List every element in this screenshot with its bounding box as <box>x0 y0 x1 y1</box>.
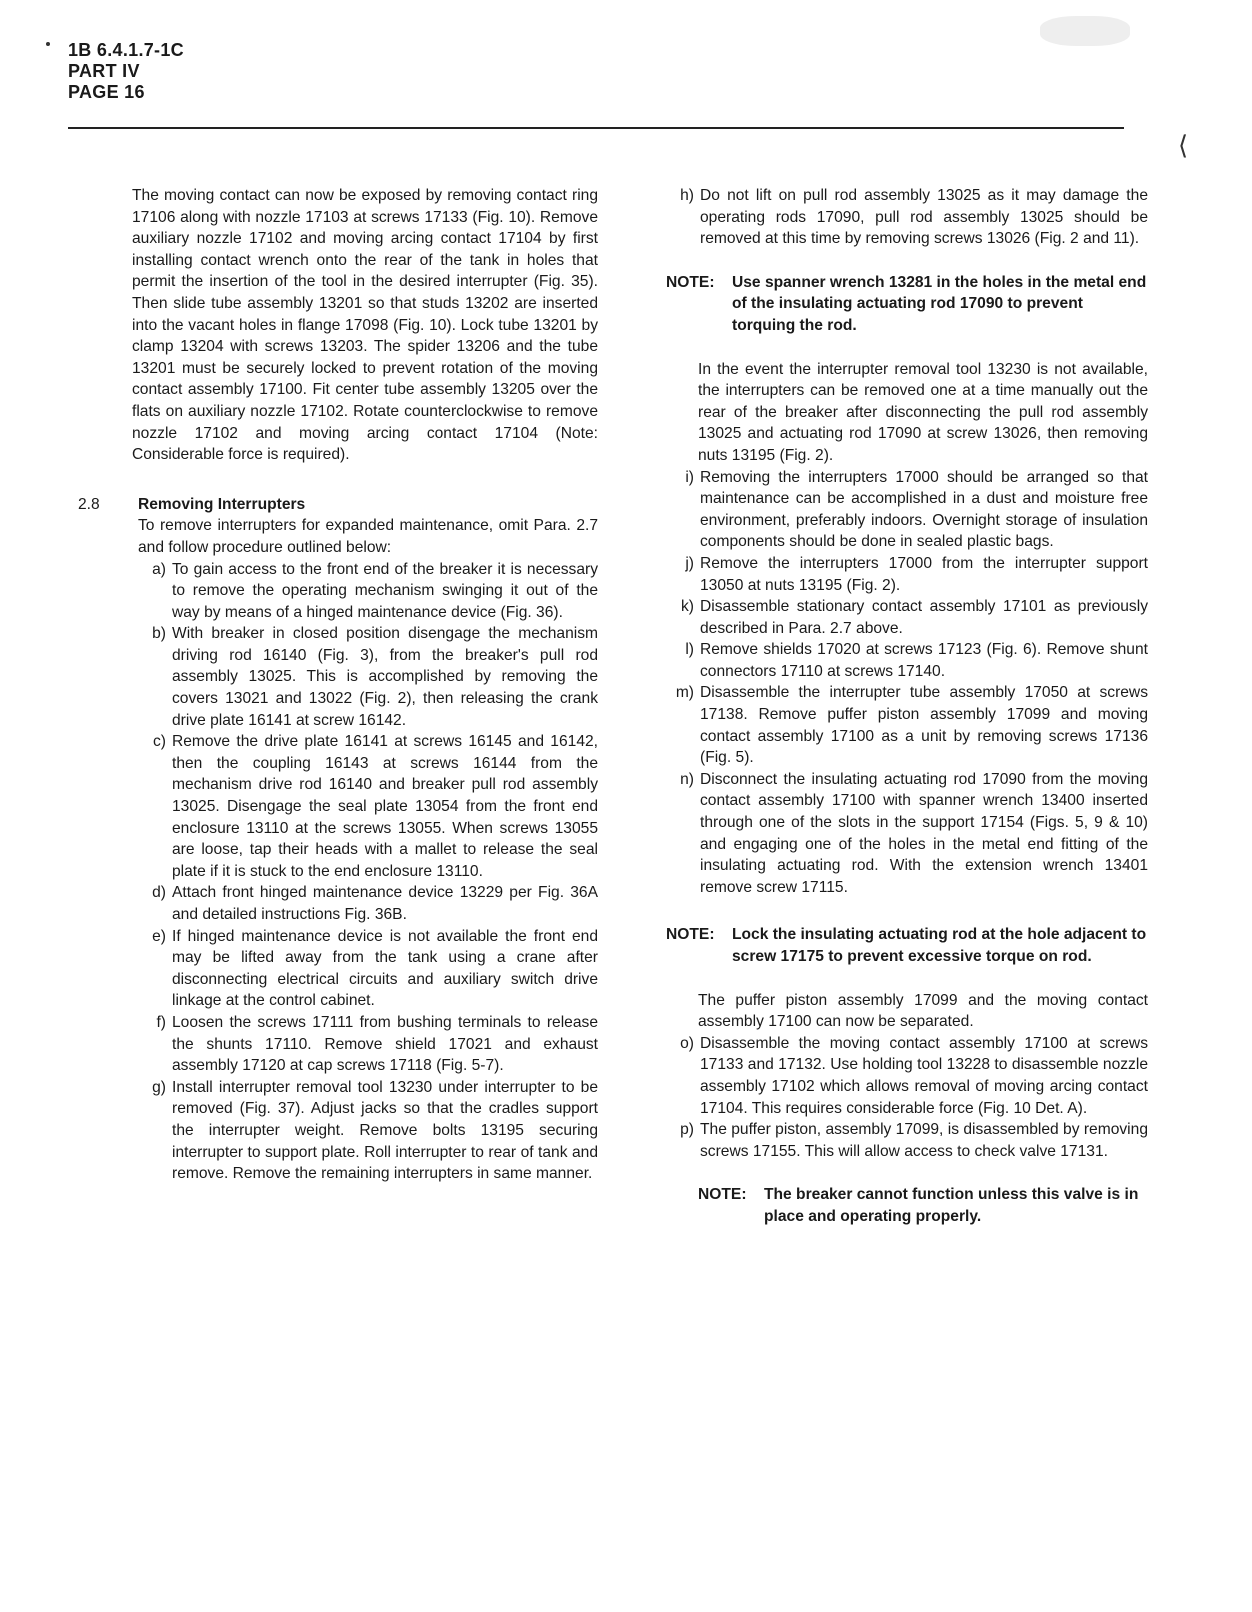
note-text: Use spanner wrench 13281 in the holes in the metal end of the insulating actuating rod 17090 to prevent torquing the rod. <box>732 273 1147 334</box>
list-item <box>666 553 1148 596</box>
list-item <box>666 769 1148 899</box>
item-text: Disassemble stationary contact assembly 17101 as previously described in Para. 2.7 above. <box>700 598 1148 637</box>
separation-paragraph: The puffer piston assembly 17099 and the moving contact assembly 17100 can now be separated. <box>698 991 1148 1031</box>
section-title: Removing Interrupters <box>138 495 306 513</box>
item-label: b) <box>152 625 166 643</box>
item-label: l) <box>685 641 694 659</box>
item-text: Do not lift on pull rod assembly 13025 as it may damage the operating rods 17090, pull rod assembly 13025 should be removed at this time by removing screws 13026 (Fig. 2 and 11). <box>700 187 1148 248</box>
item-text: Remove the drive plate 16141 at screws 16145 and 16142, then the coupling 16143 at screws 16144 from the mechanism drive rod 16140 and breaker pull rod assembly 13025. Disengage the seal plate 13054 from the front end enclosure 13110 at the screws 13055. When screws 13055 are loose, tap their heads with a mallet to release the seal plate if it is stuck to the end enclosure 13110. <box>172 733 598 880</box>
item-label: g) <box>152 1078 166 1096</box>
left-column <box>78 185 598 1185</box>
list-item <box>666 1033 1148 1119</box>
item-text: The puffer piston, assembly 17099, is disassembled by removing screws 17155. This will allow access to check valve 17131. <box>700 1121 1148 1160</box>
item-label: c) <box>153 733 166 751</box>
item-label: i) <box>685 468 694 486</box>
item-label: p) <box>680 1121 694 1139</box>
note-lock-rod <box>666 924 1148 967</box>
item-text: Install interrupter removal tool 13230 under interrupter to be removed (Fig. 37). Adjust jacks so that the cradles support the interrupter weight. Remove bolts 13195 securing interrupter to support plate. Roll interrupter to rear of tank and remove. Remove the remaining interrupters in same manner. <box>172 1078 598 1183</box>
part-label: PART IV <box>68 61 140 81</box>
item-text: Remove the interrupters 17000 from the interrupter support 13050 at nuts 13195 (Fig. 2). <box>700 554 1148 594</box>
list-item <box>138 559 598 624</box>
scan-smudge <box>1040 16 1130 46</box>
item-label: o) <box>680 1034 694 1052</box>
list-item <box>666 467 1148 553</box>
list-item <box>138 926 598 1012</box>
list-item <box>138 1077 598 1185</box>
page-number: PAGE 16 <box>68 82 145 102</box>
list-item <box>138 731 598 882</box>
item-label: k) <box>681 598 694 616</box>
intro-paragraph: The moving contact can now be exposed by removing contact ring 17106 along with nozzle 17103 at screws 17133 (Fig. 10). Remove auxiliary nozzle 17102 and moving arcing contact 17104 by first installing contact wrench onto the rear of the tank in holes that permit the insertion of the tool in the desired interrupter (Fig. 35). Then slide tube assembly 13201 so that studs 13202 are inserted into the vacant holes in flange 17098 (Fig. 10). Lock tube 13201 by clamp 13204 with screws 13203. The spider 13206 and the tube 13201 must be securely locked to prevent rotation of the moving contact assembly 17100. Fit center tube assembly 13205 over the flats on auxiliary nozzle 17102. Rotate counterclockwise to remove nozzle 17102 and moving arcing contact 17104 (Note: Considerable force is required). <box>132 187 598 464</box>
item-text: Disconnect the insulating actuating rod 17090 from the moving contact assembly 17100 with spanner wrench 13400 inserted through one of the slots in the support 17154 (Figs. 5, 9 & 10) and engaging one of the holes in the metal end fitting of the insulating actuating rod. With the extension wrench 13401 remove screw 17115. <box>700 770 1148 896</box>
item-label: d) <box>152 884 166 902</box>
section-2-8 <box>78 494 598 1185</box>
header-rule <box>68 127 1124 129</box>
right-column <box>666 185 1148 1228</box>
scan-speck <box>46 42 50 46</box>
item-text: Attach front hinged maintenance device 13229 per Fig. 36A and detailed instructions Fig. 36B. <box>172 884 598 923</box>
item-text: Remove shields 17020 at screws 17123 (Fig. 6). Remove shunt connectors 17110 at screws 17140. <box>700 641 1148 680</box>
item-text: Loosen the screws 17111 from bushing terminals to release the shunts 17110. Remove shield 17021 and exhaust assembly 17120 at cap screws 17118 (Fig. 5-7). <box>172 1013 598 1075</box>
section-body <box>138 494 598 1185</box>
item-label: e) <box>152 927 166 945</box>
note-label: NOTE: <box>666 926 715 944</box>
item-text: Disassemble the moving contact assembly 17100 at screws 17133 and 17132. Use holding tool 13228 to disassemble nozzle assembly 17102 which allows removal of moving arcing contact 17104. This requires considerable force (Fig. 10 Det. A). <box>700 1034 1148 1117</box>
item-label: h) <box>680 187 694 204</box>
list-item <box>666 639 1148 682</box>
note-text: Lock the insulating actuating rod at the hole adjacent to screw 17175 to prevent excessive torque on rod. <box>732 926 1147 965</box>
item-label: f) <box>156 1013 166 1031</box>
item-text: To gain access to the front end of the breaker it is necessary to remove the operating mechanism swinging it out of the way by means of a hinged maintenance device (Fig. 36). <box>172 560 598 621</box>
manual-removal-paragraph: In the event the interrupter removal tool 13230 is not available, the interrupters can be removed one at a time manually out the rear of the breaker after disconnecting the pull rod assembly 13025 and actuating rod 17090 at screw 13026, then removing nuts 13195 (Fig. 2). <box>698 360 1148 464</box>
item-label: n) <box>680 770 694 788</box>
margin-mark: ⟨ <box>1178 130 1189 160</box>
list-item <box>666 682 1148 768</box>
list-item <box>138 623 598 731</box>
list-item <box>138 1012 598 1077</box>
note-label: NOTE: <box>666 273 715 291</box>
document-id: 1B 6.4.1.7-1C <box>68 40 184 60</box>
item-label: a) <box>152 560 166 578</box>
section-intro: To remove interrupters for expanded maintenance, omit Para. 2.7 and follow procedure outlined below: <box>138 517 598 556</box>
list-item <box>666 596 1148 639</box>
note-text: The breaker cannot function unless this valve is in place and operating properly. <box>764 1186 1139 1225</box>
note-spanner <box>666 272 1148 337</box>
note-valve <box>666 1184 1148 1227</box>
item-text: If hinged maintenance device is not available the front end may be lifted away from the tank using a crane after disconnecting electrical circuits and auxiliary switch drive linkage at the control cabinet. <box>172 927 598 1010</box>
item-text: Removing the interrupters 17000 should be arranged so that maintenance can be accomplished in a dust and moisture free environment, preferably indoors. Overnight storage of insulation components should be done in sealed plastic bags. <box>700 468 1148 551</box>
item-text: Disassemble the interrupter tube assembly 17050 at screws 17138. Remove puffer piston assembly 17099 and moving contact assembly 17100 as a unit by removing screws 17136 (Fig. 5). <box>700 684 1148 767</box>
list-item <box>666 1119 1148 1162</box>
item-text: With breaker in closed position disengage the mechanism driving rod 16140 (Fig. 3), from the breaker's pull rod assembly 13025. This is accomplished by removing the covers 13021 and 13022 (Fig. 2), then releasing the crank drive plate 16141 at screw 16142. <box>172 625 598 729</box>
page-header <box>68 40 184 103</box>
note-label: NOTE: <box>698 1186 747 1204</box>
section-number: 2.8 <box>78 495 100 513</box>
item-label: j) <box>685 554 694 572</box>
list-item <box>666 185 1148 250</box>
list-item <box>138 882 598 925</box>
item-label: m) <box>675 684 694 702</box>
